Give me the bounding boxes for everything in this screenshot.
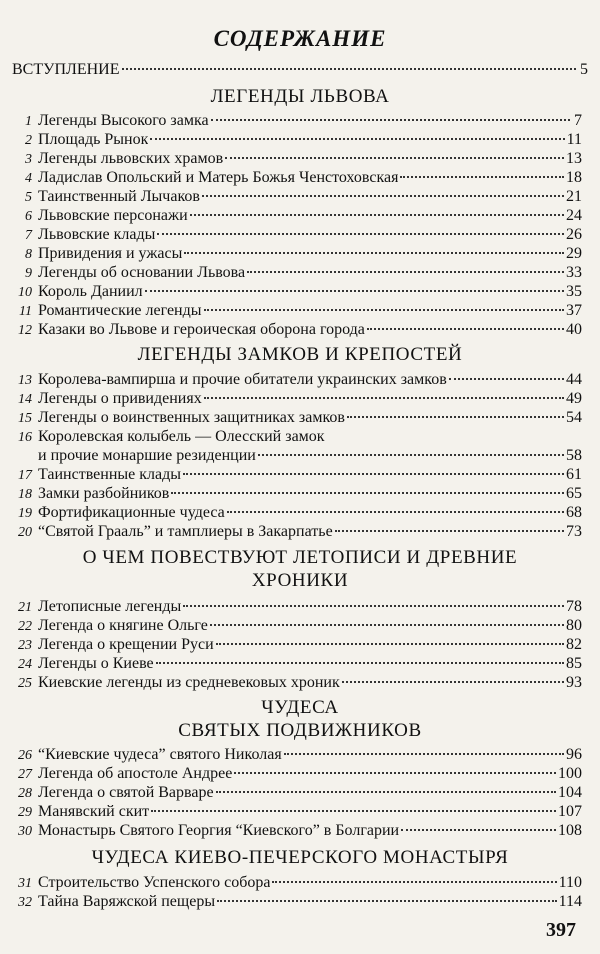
toc-entry	[0, 654, 600, 674]
dot-leader	[204, 309, 564, 311]
entry-number: 13	[18, 373, 32, 388]
entry-page: 65	[566, 485, 582, 502]
dot-leader	[151, 810, 556, 812]
entry-title: Киевские легенды из средневековых хроник	[38, 674, 340, 691]
entry-title: Ладислав Опольский и Матерь Божья Ченстоховская	[38, 169, 399, 186]
dot-leader	[216, 791, 556, 793]
entry-number: 3	[25, 152, 32, 167]
entry-page: 68	[566, 504, 582, 521]
dot-leader	[122, 68, 576, 70]
entry-title: Королевская колыбель — Олесский замок	[38, 428, 325, 445]
entry-title: Романтические легенды	[38, 302, 202, 319]
entry-title: Легенды Высокого замка	[38, 112, 209, 129]
entry-number: 24	[18, 657, 32, 672]
entry-title: Монастырь Святого Георгия “Киевского” в Болгарии	[38, 822, 400, 839]
entry-page: 58	[566, 447, 582, 464]
toc-entry	[0, 263, 600, 283]
entry-number: 23	[18, 638, 32, 653]
entry-page: 61	[566, 466, 582, 483]
entry-title: Таинственный Лычаков	[38, 188, 200, 205]
entry-number: 10	[18, 285, 32, 300]
toc-entry	[0, 821, 600, 841]
dot-leader	[258, 454, 564, 456]
entry-page: 96	[566, 746, 582, 763]
entry-title: Манявский скит	[38, 803, 150, 820]
entry-page: 78	[566, 598, 582, 615]
dot-leader	[183, 605, 564, 607]
entry-page: 110	[558, 874, 582, 891]
dot-leader	[401, 829, 556, 831]
toc-entry	[0, 187, 600, 207]
entry-number: 20	[18, 525, 32, 540]
entry-title: Легенды об основании Львова	[38, 264, 246, 281]
entry-title: Легенда о святой Варваре	[38, 784, 214, 801]
toc-entry	[0, 484, 600, 504]
entry-title: Замки разбойников	[38, 485, 170, 502]
entry-title: Тайна Варяжской пещеры	[38, 893, 216, 910]
dot-leader	[347, 416, 564, 418]
entry-page: 11	[566, 131, 582, 148]
entry-number: 29	[18, 805, 32, 820]
section-heading-chronicles-line2: ХРОНИКИ	[251, 570, 349, 591]
dot-leader	[156, 662, 564, 664]
toc-entry	[0, 597, 600, 617]
toc-entry	[0, 301, 600, 321]
entry-page: 21	[566, 188, 582, 205]
toc-entry	[0, 673, 600, 693]
dot-leader	[204, 397, 564, 399]
entry-number: 31	[18, 876, 32, 891]
entry-number: 16	[18, 430, 32, 445]
entry-number: 19	[18, 506, 32, 521]
toc-entry	[0, 244, 600, 264]
entry-number: 7	[25, 228, 32, 243]
toc-entry	[0, 389, 600, 409]
dot-leader	[400, 176, 564, 178]
entry-title: Легенда о княгине Ольге	[38, 617, 208, 634]
entry-page: 29	[566, 245, 582, 262]
page-title: СОДЕРЖАНИЕ	[213, 26, 387, 51]
entry-title: Строительство Успенского собора	[38, 874, 271, 891]
toc-entry	[0, 282, 600, 302]
entry-page: 44	[566, 371, 582, 388]
entry-number: 5	[25, 190, 32, 205]
toc-entry	[0, 408, 600, 428]
entry-title: Львовские персонажи	[38, 207, 188, 224]
toc-entry	[0, 873, 600, 893]
entry-number: 30	[18, 824, 32, 839]
entry-title: и прочие монаршие резиденции	[38, 447, 256, 464]
entry-number: 25	[18, 676, 32, 691]
entry-page: 18	[566, 169, 582, 186]
toc-entry	[0, 635, 600, 655]
dot-leader	[217, 900, 557, 902]
entry-number: 6	[25, 209, 32, 224]
dot-leader	[335, 530, 564, 532]
entry-title: Легенды о воинственных защитниках замков	[38, 409, 345, 426]
entry-title: Казаки во Львове и героическая оборона города	[38, 321, 365, 338]
entry-title: ВСТУПЛЕНИЕ	[12, 61, 120, 78]
entry-number: 8	[25, 247, 32, 262]
dot-leader	[367, 328, 564, 330]
entry-number: 26	[18, 748, 32, 763]
entry-title: Таинственные клады	[38, 466, 181, 483]
entry-page: 100	[558, 765, 582, 782]
toc-entry	[0, 111, 600, 131]
entry-number: 18	[18, 487, 32, 502]
entry-title: Легенда о крещении Руси	[38, 636, 214, 653]
dot-leader	[210, 624, 564, 626]
entry-title: Летописные легенды	[38, 598, 182, 615]
toc-entry	[0, 892, 600, 912]
entry-page: 114	[558, 893, 582, 910]
entry-number: 27	[18, 767, 32, 782]
entry-title: Площадь Рынок	[38, 131, 149, 148]
entry-page: 13	[566, 150, 582, 167]
dot-leader	[247, 271, 564, 273]
entry-page: 24	[566, 207, 582, 224]
entry-page: 5	[580, 61, 588, 78]
entry-page: 40	[566, 321, 582, 338]
toc-entry	[0, 465, 600, 485]
toc-entry	[0, 370, 600, 390]
entry-number: 32	[18, 895, 32, 910]
dot-leader	[150, 138, 564, 140]
toc-entry	[0, 522, 600, 542]
dot-leader	[449, 378, 564, 380]
entry-page: 37	[566, 302, 582, 319]
entry-page: 80	[566, 617, 582, 634]
toc-entry	[0, 320, 600, 340]
dot-leader	[145, 290, 564, 292]
toc-entry	[0, 616, 600, 636]
entry-page: 35	[566, 283, 582, 300]
entry-number: 22	[18, 619, 32, 634]
entry-title: Фортификационные чудеса	[38, 504, 225, 521]
section-heading-castles: ЛЕГЕНДЫ ЗАМКОВ И КРЕПОСТЕЙ	[137, 344, 463, 365]
entry-title: Легенды о Киеве	[38, 655, 154, 672]
entry-page: 85	[566, 655, 582, 672]
entry-page: 54	[566, 409, 582, 426]
dot-leader	[171, 492, 564, 494]
dot-leader	[183, 473, 564, 475]
entry-title: Легенды о привидениях	[38, 390, 202, 407]
dot-leader	[202, 195, 564, 197]
entry-number: 14	[18, 392, 32, 407]
section-heading-lviv: ЛЕГЕНДЫ ЛЬВОВА	[210, 86, 390, 107]
entry-number: 9	[25, 266, 32, 281]
entry-title: Легенда об апостоле Андрее	[38, 765, 233, 782]
entry-page: 7	[574, 112, 582, 129]
dot-leader	[225, 157, 564, 159]
entry-number: 2	[25, 133, 32, 148]
section-heading-saints-line1: ЧУДЕСА	[261, 697, 339, 718]
toc-entry	[0, 130, 600, 150]
entry-number: 17	[18, 468, 32, 483]
toc-entry	[0, 745, 600, 765]
dot-leader	[284, 753, 564, 755]
entry-title: “Киевские чудеса” святого Николая	[38, 746, 282, 763]
section-heading-pechersk: ЧУДЕСА КИЕВО-ПЕЧЕРСКОГО МОНАСТЫРЯ	[91, 847, 509, 868]
entry-number: 21	[18, 600, 32, 615]
toc-entry	[0, 225, 600, 245]
toc-entry	[0, 802, 600, 822]
toc-entry	[0, 206, 600, 226]
entry-title: Королева-вампирша и прочие обитатели украинских замков	[38, 371, 447, 388]
page-number: 397	[546, 919, 576, 941]
entry-page: 108	[558, 822, 582, 839]
entry-title: Король Даниил	[38, 283, 143, 300]
entry-page: 82	[566, 636, 582, 653]
toc-entry	[0, 149, 600, 169]
entry-page: 49	[566, 390, 582, 407]
entry-page: 26	[566, 226, 582, 243]
dot-leader	[184, 252, 564, 254]
entry-title: Львовские клады	[38, 226, 156, 243]
toc-entry	[0, 168, 600, 188]
dot-leader	[211, 119, 570, 121]
dot-leader	[342, 681, 564, 683]
entry-page: 104	[558, 784, 582, 801]
toc-entry-continuation	[0, 446, 600, 466]
entry-title: “Святой Грааль” и тамплиеры в Закарпатье	[38, 523, 333, 540]
dot-leader	[157, 233, 564, 235]
toc-entry	[0, 427, 600, 447]
entry-number: 12	[18, 323, 32, 338]
entry-page: 33	[566, 264, 582, 281]
entry-number: 28	[18, 786, 32, 801]
section-heading-chronicles-line1: О ЧЕМ ПОВЕСТВУЮТ ЛЕТОПИСИ И ДРЕВНИЕ	[82, 547, 518, 568]
toc-entry	[0, 503, 600, 523]
section-heading-saints-line2: СВЯТЫХ ПОДВИЖНИКОВ	[178, 720, 422, 741]
dot-leader	[227, 511, 564, 513]
toc-entry	[0, 783, 600, 803]
dot-leader	[190, 214, 564, 216]
dot-leader	[216, 643, 564, 645]
entry-page: 93	[566, 674, 582, 691]
entry-page: 107	[558, 803, 582, 820]
dot-leader	[234, 772, 556, 774]
entry-number: 15	[18, 411, 32, 426]
entry-title: Легенды львовских храмов	[38, 150, 224, 167]
toc-entry	[0, 764, 600, 784]
entry-page: 73	[566, 523, 582, 540]
toc-entry-intro	[12, 60, 588, 80]
dot-leader	[272, 881, 556, 883]
entry-title: Привидения и ужасы	[38, 245, 183, 262]
entry-number: 4	[25, 171, 32, 186]
entry-number: 1	[25, 114, 32, 129]
entry-number: 11	[19, 304, 32, 319]
